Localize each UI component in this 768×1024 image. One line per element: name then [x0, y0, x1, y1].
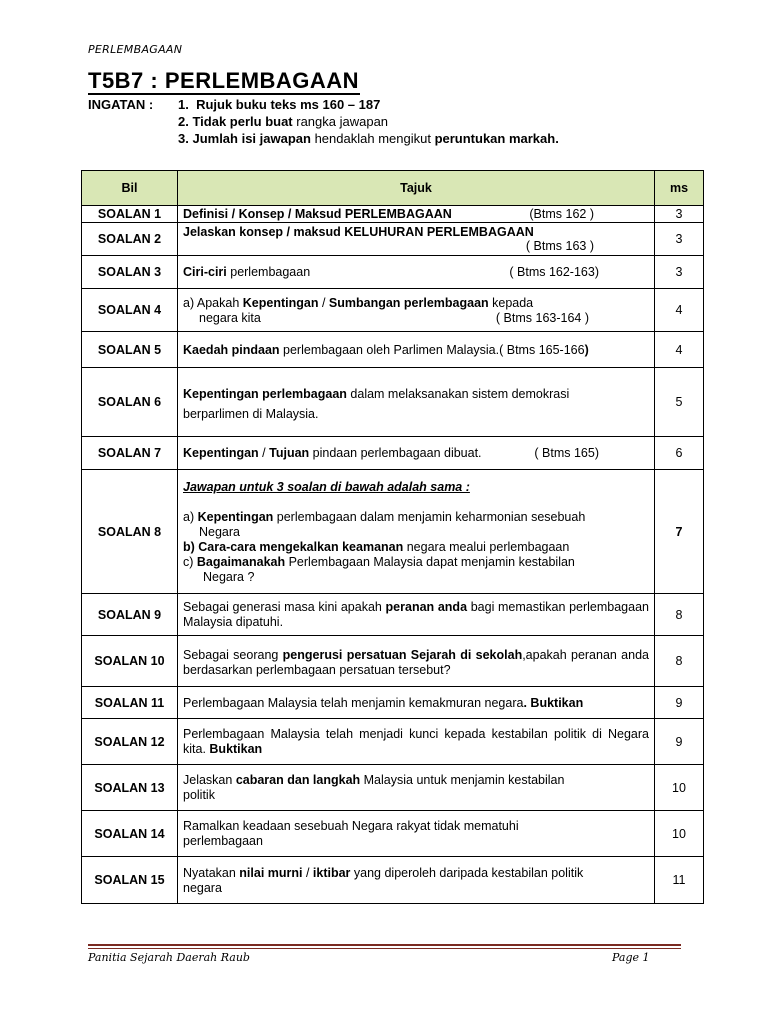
- note-number: 2.: [178, 114, 189, 129]
- row-bil: SOALAN 5: [82, 332, 178, 368]
- page-header-label: PERLEMBAGAAN: [88, 43, 183, 56]
- tajuk-bold: Kepentingan perlembagaan: [183, 386, 347, 401]
- row-ms: 10: [655, 765, 704, 811]
- row-tajuk: [178, 811, 655, 857]
- note-row-2: [88, 113, 559, 130]
- tajuk-text: Perlembagaan Malaysia dapat menjamin kestabilan: [285, 555, 575, 569]
- row-tajuk: [178, 687, 655, 719]
- row-bil: SOALAN 12: [82, 719, 178, 765]
- note-text-bold: peruntukan markah.: [434, 131, 559, 146]
- btms-reference: ( Btms 163-164 ): [495, 310, 589, 325]
- footer-divider: [88, 944, 681, 946]
- tajuk-bold: Kepentingan: [183, 446, 259, 460]
- tajuk-bold: Kaedah pindaan: [183, 342, 280, 357]
- tajuk-text: Sebagai generasi masa kini apakah: [183, 600, 386, 614]
- tajuk-text: /: [318, 295, 329, 310]
- row-tajuk: [178, 765, 655, 811]
- table-row: [82, 636, 704, 687]
- tajuk-bold: iktibar: [312, 865, 351, 880]
- title-underline: [88, 93, 360, 95]
- row-ms: 9: [655, 719, 704, 765]
- tajuk-bold: Tujuan: [269, 446, 310, 460]
- tajuk-bold: Buktikan: [209, 742, 263, 756]
- tajuk-text: berparlimen di Malaysia.: [183, 406, 319, 421]
- table-row: [82, 719, 704, 765]
- table-row: [82, 857, 704, 904]
- row-tajuk: [178, 256, 655, 289]
- row-ms: 7: [655, 470, 704, 594]
- tajuk-bold: Ciri-ciri: [183, 265, 227, 279]
- row-bil: SOALAN 13: [82, 765, 178, 811]
- sub-question-c: [183, 555, 649, 570]
- page-number: Page 1: [612, 951, 650, 964]
- tajuk-text: negara kita: [199, 310, 261, 325]
- row-tajuk: [178, 332, 655, 368]
- row-tajuk: [178, 857, 655, 904]
- row-ms: 3: [655, 206, 704, 223]
- row-tajuk: [178, 223, 655, 256]
- tajuk-bold: Kepentingan: [197, 510, 274, 524]
- table-row: [82, 811, 704, 857]
- row-ms: 3: [655, 256, 704, 289]
- row-tajuk: [178, 206, 655, 223]
- tajuk-text: a) Apakah: [183, 295, 243, 310]
- row-tajuk: [178, 437, 655, 470]
- row-ms: 9: [655, 687, 704, 719]
- document-title: T5B7 : PERLEMBAGAAN: [88, 68, 360, 93]
- tajuk-text: Malaysia untuk menjamin kestabilan: [360, 773, 565, 787]
- table-row: [82, 594, 704, 636]
- tajuk-text: ,apakah peranan anda berdasarkan perlembagaan persatuan tersebut?: [183, 648, 649, 677]
- tajuk-text: /: [302, 865, 313, 880]
- tajuk-text: Perlembagaan Malaysia telah menjadi kunci kepada kestabilan politik di Negara kita.: [183, 727, 649, 756]
- tajuk-bold: Sumbangan perlembagaan: [328, 295, 489, 310]
- table-row: [82, 206, 704, 223]
- row-bil: SOALAN 8: [82, 470, 178, 594]
- row-ms: 3: [655, 223, 704, 256]
- table-row: [82, 437, 704, 470]
- tajuk-bold: pengerusi persatuan Sejarah di sekolah: [282, 648, 523, 662]
- tajuk-text: bagi memastikan perlembagaan Malaysia dipatuhi.: [183, 600, 649, 629]
- row-tajuk: [178, 594, 655, 636]
- tajuk-bold: Jelaskan konsep / maksud KELUHURAN PERLEMBAGAAN: [183, 225, 534, 239]
- tajuk-text: kepada: [488, 295, 534, 310]
- notes-label: INGATAN :: [88, 97, 154, 112]
- table-row: [82, 687, 704, 719]
- btms-reference: ( Btms 163 ): [525, 239, 594, 253]
- note-row-1: [88, 96, 559, 113]
- row-ms: 4: [655, 289, 704, 332]
- tajuk-text: Sebagai seorang: [183, 648, 283, 662]
- row-bil: SOALAN 6: [82, 368, 178, 437]
- tajuk-bold: . Buktikan: [523, 695, 584, 710]
- row-bil: SOALAN 4: [82, 289, 178, 332]
- tajuk-text: perlembagaan dalam menjamin keharmonian sesebuah: [273, 510, 586, 524]
- note-number: 3.: [178, 131, 189, 146]
- sub-question-b: [183, 540, 649, 555]
- row-bil: SOALAN 11: [82, 687, 178, 719]
- btms-reference: ( Btms 162-163): [509, 265, 599, 279]
- tajuk-bold: Bagaimanakah: [196, 555, 286, 569]
- table-row: [82, 332, 704, 368]
- row-ms: 8: [655, 636, 704, 687]
- tajuk-text: pindaan perlembagaan dibuat.: [309, 446, 482, 460]
- tajuk-text: Negara ?: [203, 570, 255, 584]
- tajuk-text: Perlembagaan Malaysia telah menjamin kemakmuran negara: [183, 695, 524, 710]
- note-number: 1.: [178, 97, 189, 112]
- tajuk-text: c): [183, 555, 197, 569]
- row-bil: SOALAN 1: [82, 206, 178, 223]
- row-bil: SOALAN 3: [82, 256, 178, 289]
- row-tajuk: [178, 289, 655, 332]
- row-tajuk: [178, 636, 655, 687]
- note-text: hendaklah mengikut: [310, 131, 435, 146]
- section-intro: Jawapan untuk 3 soalan di bawah adalah sama :: [183, 480, 470, 494]
- row-ms: 8: [655, 594, 704, 636]
- tajuk-bold: b) Cara-cara mengekalkan keamanan: [183, 540, 404, 554]
- row-ms: 5: [655, 368, 704, 437]
- column-header-bil: Bil: [82, 171, 178, 206]
- tajuk-text: dalam melaksanakan sistem demokrasi: [346, 386, 570, 401]
- row-bil: SOALAN 2: [82, 223, 178, 256]
- table-row: [82, 368, 704, 437]
- row-bil: SOALAN 9: [82, 594, 178, 636]
- row-bil: SOALAN 10: [82, 636, 178, 687]
- table-row: [82, 223, 704, 256]
- tajuk-bold: Definisi / Konsep / Maksud PERLEMBAGAAN: [183, 206, 452, 221]
- table-row: [82, 765, 704, 811]
- note-row-3: [88, 130, 559, 147]
- footer-divider-thin: [88, 948, 681, 949]
- row-ms: 4: [655, 332, 704, 368]
- tajuk-bold: cabaran dan langkah: [235, 773, 361, 787]
- table-row: [82, 470, 704, 594]
- row-ms: 11: [655, 857, 704, 904]
- tajuk-bold: ): [584, 342, 589, 357]
- sub-question-a: [183, 510, 649, 525]
- tajuk-text: a): [183, 510, 198, 524]
- tajuk-text: Negara: [199, 525, 240, 539]
- tajuk-bold: peranan anda: [385, 600, 468, 614]
- btms-reference: ( Btms 165): [534, 446, 599, 460]
- question-table: [81, 170, 704, 904]
- row-ms: 6: [655, 437, 704, 470]
- column-header-ms: ms: [655, 171, 704, 206]
- tajuk-text: yang diperoleh daripada kestabilan politik: [350, 865, 584, 880]
- tajuk-bold: Kepentingan: [242, 295, 319, 310]
- tajuk-text: perlembagaan oleh Parlimen Malaysia.( Btms 165-166: [279, 342, 585, 357]
- column-header-tajuk: Tajuk: [178, 171, 655, 206]
- tajuk-text: Jelaskan: [183, 773, 236, 787]
- row-bil: SOALAN 7: [82, 437, 178, 470]
- btms-reference: (Btms 162 ): [529, 206, 594, 221]
- table-row: [82, 256, 704, 289]
- row-bil: SOALAN 15: [82, 857, 178, 904]
- tajuk-text: politik: [183, 788, 215, 802]
- table-row: [82, 289, 704, 332]
- row-tajuk: [178, 719, 655, 765]
- row-tajuk: [178, 368, 655, 437]
- table-header-row: [82, 171, 704, 206]
- tajuk-text: negara mealui perlembagaan: [403, 540, 570, 554]
- tajuk-bold: nilai murni: [239, 865, 303, 880]
- note-text-bold: Tidak perlu buat: [192, 114, 293, 129]
- tajuk-text: perlembagaan: [226, 265, 311, 279]
- row-bil: SOALAN 14: [82, 811, 178, 857]
- note-text-bold: Rujuk buku teks ms 160 – 187: [196, 97, 381, 112]
- tajuk-text: Nyatakan: [183, 865, 240, 880]
- row-tajuk: [178, 470, 655, 594]
- note-text: rangka jawapan: [292, 114, 389, 129]
- footer-organization: Panitia Sejarah Daerah Raub: [88, 951, 250, 964]
- tajuk-text: negara: [183, 880, 222, 895]
- reminder-notes: [88, 96, 559, 147]
- tajuk-text: Ramalkan keadaan sesebuah Negara rakyat tidak mematuhi: [183, 819, 519, 833]
- row-ms: 10: [655, 811, 704, 857]
- note-text-bold: Jumlah isi jawapan: [192, 131, 311, 146]
- tajuk-text: /: [258, 446, 270, 460]
- tajuk-text: perlembagaan: [183, 834, 263, 848]
